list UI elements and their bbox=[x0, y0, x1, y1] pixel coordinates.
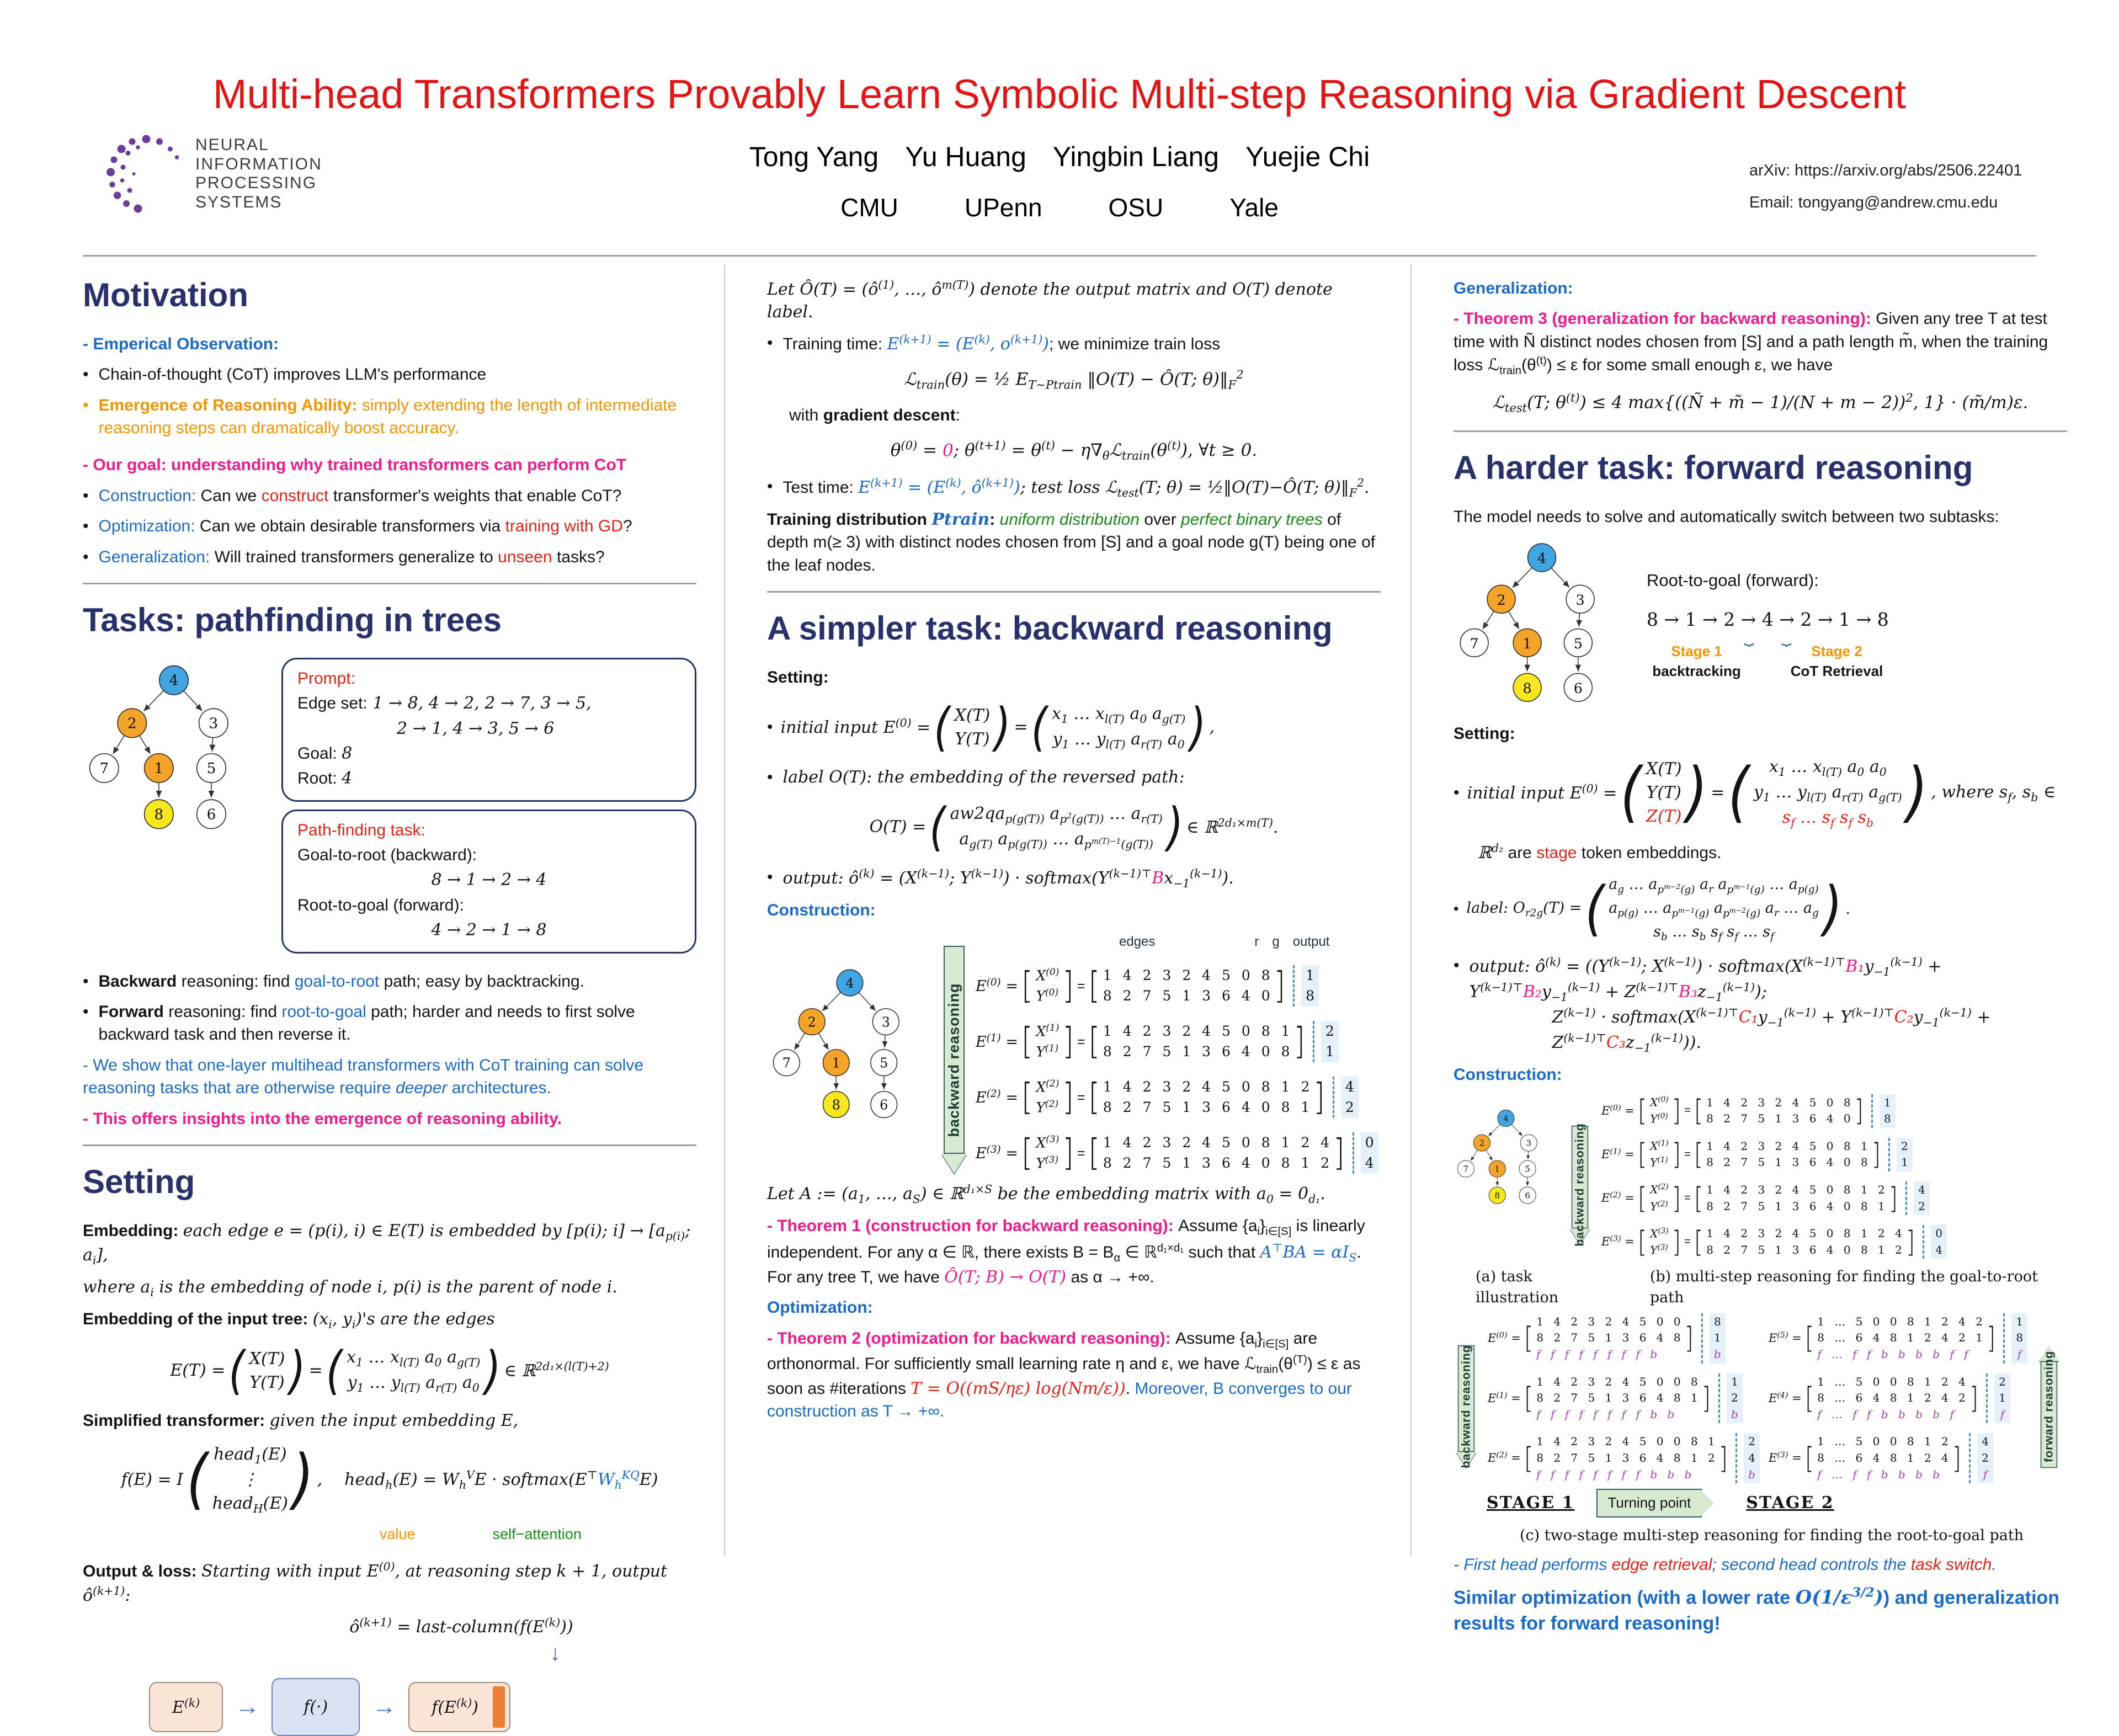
right-column bbox=[1454, 269, 2067, 1644]
E-matrix-row: $E^{(1)}$ = [ $X^{(1)}$ $Y^{(1)}$ ] = [ 1 4 2 3 2 4 5 0 8 1 8 2 7 5 1 3 6 4 0 8 ] 2 1 bbox=[976, 1021, 1378, 1062]
stage2-label: Stage 2 bbox=[1811, 643, 1862, 660]
svg-text:6: 6 bbox=[206, 806, 216, 823]
y-row: 8 2 7 5 1 3 6 4 0 bbox=[1103, 987, 1271, 1004]
goal-to-root-label: Goal-to-root (backward): bbox=[297, 846, 477, 865]
claim-insights: - This offers insights into the emergence of reasoning ability. bbox=[83, 1109, 562, 1128]
simpler-task-heading: A simpler task: backward reasoning bbox=[767, 610, 1333, 647]
section-rule bbox=[1454, 430, 2067, 432]
svg-text:4: 4 bbox=[1503, 1113, 1509, 1123]
email: Email: tongyang@andrew.cmu.edu bbox=[1749, 194, 1998, 211]
svg-text:7: 7 bbox=[1470, 635, 1479, 652]
forward-task-figure bbox=[1454, 536, 2067, 713]
x-row: 1 4 2 3 2 4 5 0 8 1 2 4 bbox=[1103, 1135, 1330, 1151]
ET-formula: E(T) = ( X(T) Y(T) ) = ( $x_1$ … $x_{l(T)}$ $a_0$ $a_{g(T)}$ $y_1$ … $y_{l(T)}$ $a_{r(T)}$ $a_0$ ) ∈ ℝ$^{2d_1\times(l(T)+2)}$ bbox=[170, 1340, 609, 1401]
generalization-label: Generalization: bbox=[1454, 279, 1573, 297]
svg-text:2: 2 bbox=[1497, 591, 1506, 608]
middle-column bbox=[767, 269, 1381, 1431]
E-matrix-row: $E^{(1)}$ = [ 1 4 2 3 2 4 5 0 0 8 8 2 7 5 1 3 6 4 8 1 f f f f f f f f b b ] 1 2 b bbox=[1488, 1373, 1760, 1424]
prompt-title: Prompt: bbox=[297, 669, 356, 688]
stage1-matrices bbox=[1488, 1313, 1760, 1483]
output-matrix-intro: Let Ô(T) = ($ô^{(1)}$, …, $ô^{m(T)}$) denote the output matrix and O(T) denote label. bbox=[767, 278, 1333, 322]
construction-label: Construction: bbox=[767, 901, 876, 919]
task-box-title: Path-finding task: bbox=[297, 821, 425, 839]
E-matrix-row: $E^{(1)}$ = [ $X^{(1)}$ $Y^{(1)}$ ] = [ 1 4 2 3 2 4 5 0 8 1 8 2 7 5 1 3 6 4 0 8 ] 2 1 bbox=[1601, 1138, 1947, 1171]
neurips-logo bbox=[105, 132, 322, 215]
setting-label: Setting: bbox=[1454, 725, 1515, 743]
label-bullet: • label O(T): the embedding of the reversed path: bbox=[767, 767, 1185, 787]
forward-path-sequence: 8 → 1 → 2 → 4 → 2 → 1 → 8 bbox=[1647, 608, 1889, 630]
motivation-bullet-optimization: • Optimization: Can we obtain desirable transformers via training with GD? bbox=[83, 517, 632, 536]
root-value: 4 bbox=[342, 769, 353, 789]
svg-text:4: 4 bbox=[1537, 550, 1547, 567]
E-matrix-row: $E^{(2)}$ = [ $X^{(2)}$ $Y^{(2)}$ ] = [ 1 4 2 3 2 4 5 0 8 1 2 8 2 7 5 1 3 6 4 0 8 1 ] 4 2 bbox=[976, 1077, 1378, 1118]
label-matrix-formula: O(T) = ( $aw2qa_{p(g(T))}$ $a_{p^2(g(T))}$ … $a_{r(T)}$ $a_{g(T)}$ $a_{p(g(T))}$ … $a_{p^{m(T)-1}(g(T))}$ ) ∈ ℝ$^{2d_1\times m(T)}$. bbox=[869, 796, 1279, 857]
theorem-2: - Theorem 2 (optimization for backward reasoning): Assume $\{a_i\}_{i\in[S]}$ are orthonormal. For sufficiently small learning rate η and ε, we have $ℒ_{train}(\theta^{(T)}) \le \varepsilon$ as soon as #iterations T = O((mS/ηε) log(Nm/ε)). Moreover, B converges to our construction as T → +∞. bbox=[767, 1329, 1361, 1421]
self-attention-label: self−attention bbox=[492, 1525, 582, 1542]
backward-reasoning-arrow: backward reasoning bbox=[941, 946, 967, 1174]
section-rule bbox=[83, 583, 696, 584]
stage-token-line: ℝ$^{d_2}$ are stage token embeddings. bbox=[1478, 842, 1722, 863]
affiliation: OSU bbox=[1108, 193, 1164, 222]
stage1-label: Stage 1 bbox=[1671, 643, 1722, 660]
edge-set-label: Edge set: bbox=[297, 694, 368, 713]
arxiv-link[interactable]: arXiv: https://arxiv.org/abs/2506.22401 bbox=[1749, 162, 2022, 179]
flow-output-box: $f(E^{(k)})$ bbox=[408, 1682, 510, 1732]
author-name: Yu Huang bbox=[905, 141, 1026, 172]
svg-text:5: 5 bbox=[880, 1055, 888, 1071]
flow-arrow: → bbox=[235, 1692, 260, 1720]
E-matrix-row: $E^{(4)}$ = [ 1 … 5 0 0 8 1 2 4 8 … 6 4 8 1 2 4 2 f … f f b b b b f ] 2 1 f bbox=[1769, 1373, 2027, 1424]
motivation-heading: Motivation bbox=[83, 276, 248, 313]
training-time-bullet: • Training time: $E^{(k+1)} = (E^{(k)}$, $o^{(k+1)}$); we minimize train loss bbox=[767, 332, 1221, 354]
backward-arrow-c: backward reasoning bbox=[1456, 1345, 1477, 1468]
setting-heading: Setting bbox=[83, 1163, 195, 1200]
last-column-strip bbox=[493, 1686, 505, 1728]
root-to-goal-path: 4 → 2 → 1 → 8 bbox=[431, 920, 547, 940]
authors-block bbox=[706, 138, 1413, 225]
E-matrix-row: $E^{(0)}$ = [ $X^{(0)}$ $Y^{(0)}$ ] = [ 1 4 2 3 2 4 5 0 8 8 2 7 5 1 3 6 4 0 ] 1 8 bbox=[976, 965, 1378, 1007]
tasks-heading: Tasks: pathfinding in trees bbox=[83, 601, 502, 638]
stage1-sub: backtracking bbox=[1652, 663, 1741, 680]
svg-text:1: 1 bbox=[1494, 1164, 1500, 1174]
forward-output-bullet: • output: $ô^{(k)} = ((Y^{(k-1)}$; $X^{(k-1)}$) · $softmax(X^{(k-1)⊤}B_1y_{-1}^{(k-1)} + Y^{(k-1)⊤}B_2y_{-1}^{(k-1)} + Z^{(k-1)⊤}B_3z_{-1}^{(k-1)})$; $Z^{(k-1)}$ · $softmax(X^{(k-1)⊤}C_1y_{-1}^{(k-1)} + Y^{(k-1)⊤}C_2y_{-1}^{(k-1)} + Z^{(k-1)⊤}C_3z_{-1}^{(k-1)})$). bbox=[1454, 955, 1991, 1055]
affiliation: CMU bbox=[840, 193, 898, 222]
section-rule bbox=[767, 591, 1381, 593]
embedding-line: Embedding: each edge e = (p(i), i) ∈ E(T) is embedded by [p(i); $i] \to [a_{p(i)}$; $a_i$], bbox=[83, 1221, 691, 1267]
gd-update-formula: $\theta^{(0)} = 0$; $\theta^{(t+1)} = \theta^{(t)}$ − $\eta\nabla_\theta ℒ_{train}(\theta^{(t)})$, ∀t ≥ 0. bbox=[890, 439, 1258, 463]
forward-initial-input: • initial input $E^{(0)}$ = ( X(T) Y(T) Z(T) ) = ( $x_1$ … $x_{l(T)}$ $a_0$ $a_0$ $y_1$ … $y_{l(T)}$ $a_{r(T)}$ $a_{g(T)}$ $s_f$ … $s_f$ $s_f$ $s_b$ ) , where $s_f$, $s_b$ ∈ bbox=[1454, 754, 2056, 830]
motivation-bullet-emergence: • Emergence of Reasoning Ability: simply extending the length of intermediate reasoning steps can dramatically boost accuracy. bbox=[83, 394, 696, 440]
svg-text:2: 2 bbox=[127, 715, 137, 732]
svg-text:7: 7 bbox=[99, 760, 109, 777]
backward-arrow-small: backward reasoning bbox=[1570, 1126, 1590, 1244]
forward-bullet: • Forward reasoning: find root-to-goal path; harder and needs to first solve backward task and then reverse it. bbox=[83, 1003, 635, 1044]
bullet-dot: • bbox=[83, 396, 89, 414]
E-matrix-row: $E^{(2)}$ = [ 1 4 2 3 2 4 5 0 0 8 1 8 2 7 5 1 3 6 4 8 1 2 f f f f f f f f b b b ] 2 4 b bbox=[1488, 1433, 1760, 1483]
author-name: Yingbin Liang bbox=[1052, 141, 1220, 172]
E-matrix-row: $E^{(3)}$ = [ 1 … 5 0 0 8 1 2 8 … 6 4 8 1 2 4 f … f f b b b b ] 4 2 f bbox=[1769, 1433, 2027, 1483]
forward-label-formula: • label: $O_{r2g}(T)$ = ( $a_g$ … $a_{p^{m-2}(g)}$ $a_r$ $a_{p^{m-1}(g)}$ … $a_{p(g)}$ $a_{p(g)}$ … $a_{p^{m-1}(g)}$ $a_{p^{m-2}(g)}$ $a_r$ … $a_g$ $s_b$ … $s_b$ $s_f$ $s_f$ … $s_f$ ) . bbox=[1454, 874, 1851, 944]
simplified-transformer-lead: Simplified transformer: given the input embedding E, bbox=[83, 1410, 519, 1430]
figure-captions-ab: (a) task illustration (b) multi-step reasoning for finding the goal-to-root path bbox=[1476, 1268, 2038, 1306]
neurips-logo-icon bbox=[105, 132, 188, 215]
claim-one-layer: - We show that one-layer multihead transformers with CoT training can solve reasoning tasks that are otherwise require deeper architectures. bbox=[83, 1056, 644, 1098]
svg-text:1: 1 bbox=[1522, 635, 1532, 652]
header-rule bbox=[83, 255, 2036, 257]
embedding-matrix-line: Let A := ($a_1$, …, $a_S$) ∈ ℝ$^{d_1\times S}$ be the embedding matrix with $a_0 = 0_{d_1}$. bbox=[767, 1183, 1325, 1206]
edge-set-2: 2 → 1, 4 → 3, 5 → 6 bbox=[397, 718, 555, 738]
setting-label: Setting: bbox=[767, 668, 829, 686]
E-matrix-row: $E^{(0)}$ = [ 1 4 2 3 2 4 5 0 0 8 2 7 5 1 3 6 4 8 f f f f f f f f b ] 8 1 b bbox=[1488, 1313, 1760, 1364]
svg-text:7: 7 bbox=[1463, 1164, 1469, 1174]
task-illustration-tree bbox=[1454, 1105, 1558, 1259]
pathfinding-task-box bbox=[281, 810, 696, 954]
column-divider-2 bbox=[1410, 265, 1412, 1556]
root-to-goal-label: Root-to-goal (forward): bbox=[297, 896, 464, 914]
edge-set-1: 1 → 8, 4 → 2, 2 → 7, 3 → 5, bbox=[372, 694, 592, 713]
stage-braces: ⏟ ⏟ bbox=[1744, 627, 1792, 646]
author-name: Tong Yang bbox=[749, 141, 879, 172]
figure-column-labels: edges r g output bbox=[1119, 934, 1330, 950]
initial-input-formula: • initial input $E^{(0)}$ = ( X(T) Y(T) ) = ( $x_1$ … $x_{l(T)}$ $a_0$ $a_{g(T)}$ $y_1$ … $y_{l(T)}$ $a_{r(T)}$ $a_0$ ) , bbox=[767, 696, 1215, 758]
svg-text:2: 2 bbox=[1479, 1138, 1485, 1148]
train-loss-formula: ℒ$_{train}$(θ) = ½ $E_{T\sim Ptrain}$ ‖O(T) − Ô(T; $\theta)‖_F^2$ bbox=[904, 368, 1244, 392]
svg-text:8: 8 bbox=[1522, 679, 1532, 696]
poster-title: Multi-head Transformers Provably Learn Symbolic Multi-step Reasoning via Gradient Descent bbox=[212, 71, 1907, 117]
root-label: Root: bbox=[297, 769, 337, 788]
figure-caption-c: (c) two-stage multi-step reasoning for finding the root-to-goal path bbox=[1520, 1527, 2024, 1545]
turning-point-arrow: Turning point bbox=[1596, 1489, 1702, 1517]
svg-text:8: 8 bbox=[832, 1097, 840, 1113]
x-row: 1 4 2 3 2 4 5 0 8 1 2 bbox=[1103, 1079, 1311, 1095]
pathfinding-figure bbox=[83, 658, 696, 961]
prompt-box bbox=[281, 658, 696, 802]
goal-to-root-matrices bbox=[1601, 1094, 1947, 1259]
y-row: 8 2 7 5 1 3 6 4 0 8 1 bbox=[1103, 1099, 1311, 1115]
root-to-goal-forward-label: Root-to-goal (forward): bbox=[1647, 571, 1819, 590]
svg-text:4: 4 bbox=[169, 672, 179, 689]
svg-text:5: 5 bbox=[206, 760, 216, 777]
goal-label: Goal: bbox=[297, 744, 337, 763]
flow-arrow: → bbox=[372, 1692, 397, 1720]
stage1-caption: STAGE 1 bbox=[1487, 1493, 1575, 1513]
test-loss-bound-formula: ℒ$_{test}$(T; $\theta^{(t)}) \le 4$ max{((Ñ + m̃ − 1)/(N + m − 2))$^2$, 1} · (m̃/m)ε. bbox=[1492, 391, 2029, 415]
E-matrix-row: $E^{(3)}$ = [ $X^{(3)}$ $Y^{(3)}$ ] = [ 1 4 2 3 2 4 5 0 8 1 2 4 8 2 7 5 1 3 6 4 0 8 1 2 ] 0 4 bbox=[1601, 1225, 1947, 1259]
section-rule bbox=[83, 1144, 696, 1146]
forward-construction-figure-top bbox=[1454, 1094, 2067, 1259]
forward-results-note: Similar optimization (with a lower rate $O(1/\varepsilon^{3/2})$) and generalization results for forward reasoning! bbox=[1454, 1585, 2060, 1634]
E-matrix-row: $E^{(2)}$ = [ $X^{(2)}$ $Y^{(2)}$ ] = [ 1 4 2 3 2 4 5 0 8 1 2 8 2 7 5 1 3 6 4 0 8 1 ] 4 2 bbox=[1601, 1181, 1947, 1215]
heads-note: - First head performs edge retrieval; second head controls the task switch. bbox=[1454, 1556, 1996, 1574]
svg-text:1: 1 bbox=[832, 1055, 840, 1071]
svg-text:6: 6 bbox=[1573, 679, 1583, 696]
transformer-flow-diagram bbox=[149, 1678, 696, 1736]
observation-lead: - Emperical Observation: bbox=[83, 334, 279, 353]
stage2-sub: CoT Retrieval bbox=[1790, 663, 1883, 680]
with-gd-line: with gradient descent: bbox=[789, 406, 961, 424]
backward-bullet: • Backward reasoning: find goal-to-root path; easy by backtracking. bbox=[83, 972, 585, 991]
goal-line: - Our goal: understanding why trained transformers can perform CoT bbox=[83, 456, 627, 475]
motivation-bullet-cot: • Chain-of-thought (CoT) improves LLM's performance bbox=[83, 363, 696, 386]
author-name: Yuejie Chi bbox=[1245, 141, 1370, 172]
E-matrix-row: $E^{(5)}$ = [ 1 … 5 0 0 8 1 2 4 2 8 … 6 4 8 1 2 4 2 1 f … f f b b b b f f ] 1 8 f bbox=[1769, 1313, 2027, 1364]
construction-label: Construction: bbox=[1454, 1066, 1562, 1084]
svg-text:3: 3 bbox=[209, 715, 219, 732]
output-column: 2 1 bbox=[1321, 1021, 1339, 1062]
output-bullet: • output: $ô^{(k)} = (X^{(k-1)}$; $Y^{(k-1)}$) · $softmax(Y^{(k-1)⊤}Bx_{-1}^{(k-1)})$. bbox=[767, 866, 1234, 890]
y-row: 8 2 7 5 1 3 6 4 0 8 bbox=[1103, 1043, 1291, 1059]
x-row: 1 4 2 3 2 4 5 0 8 1 bbox=[1103, 1023, 1291, 1040]
bullet-dot: • bbox=[83, 365, 89, 384]
svg-text:3: 3 bbox=[1575, 591, 1585, 608]
embedding-line-2: where $a_i$ is the embedding of node i, p(i) is the parent of node i. bbox=[83, 1277, 617, 1300]
head-formula: head$_h$(E) = $W_h^VE$ · $softmax(E^⊤W_h^{KQ}E)$ bbox=[344, 1468, 658, 1492]
output-column: 1 8 bbox=[1301, 965, 1319, 1007]
forward-tree bbox=[1454, 536, 1630, 713]
input-tree-lead: Embedding of the input tree: ($x_i$, $y_i)'s$ are the edges bbox=[83, 1309, 495, 1332]
goal-value: 8 bbox=[342, 743, 353, 763]
motivation-bullet-construction: • Construction: Can we construct transformer's weights that enable CoT? bbox=[83, 486, 622, 505]
svg-text:5: 5 bbox=[1525, 1164, 1530, 1174]
svg-text:3: 3 bbox=[1526, 1138, 1532, 1148]
fE-formula: f(E) = I ( head$_1$(E) ⋮ head$_H$(E) ) , head$_h$(E) = $W_h^VE$ · $softmax(E^⊤W_h^{KQ}E)$ bbox=[121, 1441, 658, 1517]
svg-text:1: 1 bbox=[154, 760, 164, 777]
formula-annotations bbox=[83, 1524, 696, 1545]
svg-text:5: 5 bbox=[1573, 635, 1583, 652]
last-column-formula: $ô^{(k+1)}$ = last-$column(f(E^{(k)}))$ bbox=[349, 1615, 573, 1637]
E-matrix-list bbox=[976, 965, 1378, 1174]
motivation-bullet-generalization: • Generalization: Will trained transformers generalize to unseen tasks? bbox=[83, 547, 605, 566]
contact-block bbox=[1749, 155, 2022, 219]
svg-text:3: 3 bbox=[881, 1014, 890, 1030]
stage2-matrices bbox=[1769, 1313, 2027, 1483]
svg-text:4: 4 bbox=[845, 976, 854, 992]
forward-arrow-c: forward reasoning bbox=[2039, 1345, 2059, 1468]
task-tree bbox=[83, 658, 265, 841]
value-label: value bbox=[380, 1525, 416, 1542]
output-loss-lead: Output & loss: Starting with input $E^{(0)}$, at reasoning step k + 1, output $ô^{(k+1)}$: bbox=[83, 1560, 668, 1605]
construction-tree bbox=[767, 962, 933, 1174]
affiliation: UPenn bbox=[964, 193, 1042, 222]
stage2-caption: STAGE 2 bbox=[1746, 1493, 1834, 1513]
training-distribution: Training distribution Ptrain: uniform distribution over perfect binary trees of depth m(≥ 3) with distinct nodes chosen from [S] and a goal node g(T) being one of the leaf nodes. bbox=[767, 509, 1376, 574]
svg-text:8: 8 bbox=[1494, 1190, 1500, 1201]
output-column: 4 2 bbox=[1341, 1077, 1359, 1118]
theorem-3: - Theorem 3 (generalization for backward reasoning): Given any tree T at test time with Ñ distinct nodes chosen from [S] and a path length m̃, when the training loss $ℒ_{train}(\theta^{(t)}) \le \varepsilon$ for some small enough ε, we have bbox=[1454, 310, 2048, 377]
forward-construction-figure-c bbox=[1454, 1313, 2067, 1483]
x-row: 1 4 2 3 2 4 5 0 8 bbox=[1103, 967, 1271, 984]
harder-task-heading: A harder task: forward reasoning bbox=[1454, 449, 1973, 486]
column-divider-1 bbox=[724, 265, 725, 1556]
subtask-line: The model needs to solve and automatically switch between two subtasks: bbox=[1454, 507, 1999, 526]
goal-to-root-path: 8 → 1 → 2 → 4 bbox=[431, 870, 547, 890]
svg-text:8: 8 bbox=[154, 806, 164, 823]
affiliation: Yale bbox=[1229, 193, 1279, 222]
svg-text:6: 6 bbox=[1525, 1190, 1530, 1201]
test-time-bullet: • Test time: $E^{(k+1)} = (E^{(k)}$, $ô^{(k+1)}$); test loss ℒ$_{test}$(T; θ) = ½‖O(T)−Ô(T; $\theta)‖_F^2$. bbox=[767, 476, 1370, 499]
output-column: 0 4 bbox=[1361, 1132, 1378, 1174]
flow-f-box: f(·) bbox=[271, 1678, 360, 1736]
down-arrow: ↓ bbox=[550, 1641, 561, 1666]
backward-construction-figure bbox=[767, 929, 1381, 1174]
stage-band bbox=[1487, 1489, 2067, 1517]
E-matrix-row: $E^{(0)}$ = [ $X^{(0)}$ $Y^{(0)}$ ] = [ 1 4 2 3 2 4 5 0 8 8 2 7 5 1 3 6 4 0 ] 1 8 bbox=[1601, 1094, 1947, 1128]
theorem-1: - Theorem 1 (construction for backward reasoning): Assume $\{a_i\}_{i\in[S]}$ is linearly independent. For any α ∈ ℝ, there exists $B = B_\alpha$ ∈ ℝ$^{d_1\times d_1}$ such that $A^⊤BA = \alpha I_S$. For any tree T, we have Ô(T; B) → O(T) as α → +∞. bbox=[767, 1217, 1365, 1287]
flow-input-box: $E^{(k)}$ bbox=[149, 1682, 223, 1732]
neurips-logo-text: NEURAL INFORMATION PROCESSING SYSTEMS bbox=[195, 136, 322, 211]
y-row: 8 2 7 5 1 3 6 4 0 8 1 2 bbox=[1103, 1154, 1330, 1171]
svg-text:6: 6 bbox=[880, 1097, 888, 1113]
left-column bbox=[83, 269, 696, 1736]
svg-text:7: 7 bbox=[782, 1055, 791, 1071]
author-names bbox=[706, 138, 1413, 176]
E-matrix-row: $E^{(3)}$ = [ $X^{(3)}$ $Y^{(3)}$ ] = [ 1 4 2 3 2 4 5 0 8 1 2 4 8 2 7 5 1 3 6 4 0 8 1 2 ] 0 4 bbox=[976, 1132, 1378, 1174]
svg-text:2: 2 bbox=[807, 1014, 816, 1030]
author-affiliations bbox=[706, 190, 1413, 225]
optimization-label: Optimization: bbox=[767, 1298, 873, 1317]
